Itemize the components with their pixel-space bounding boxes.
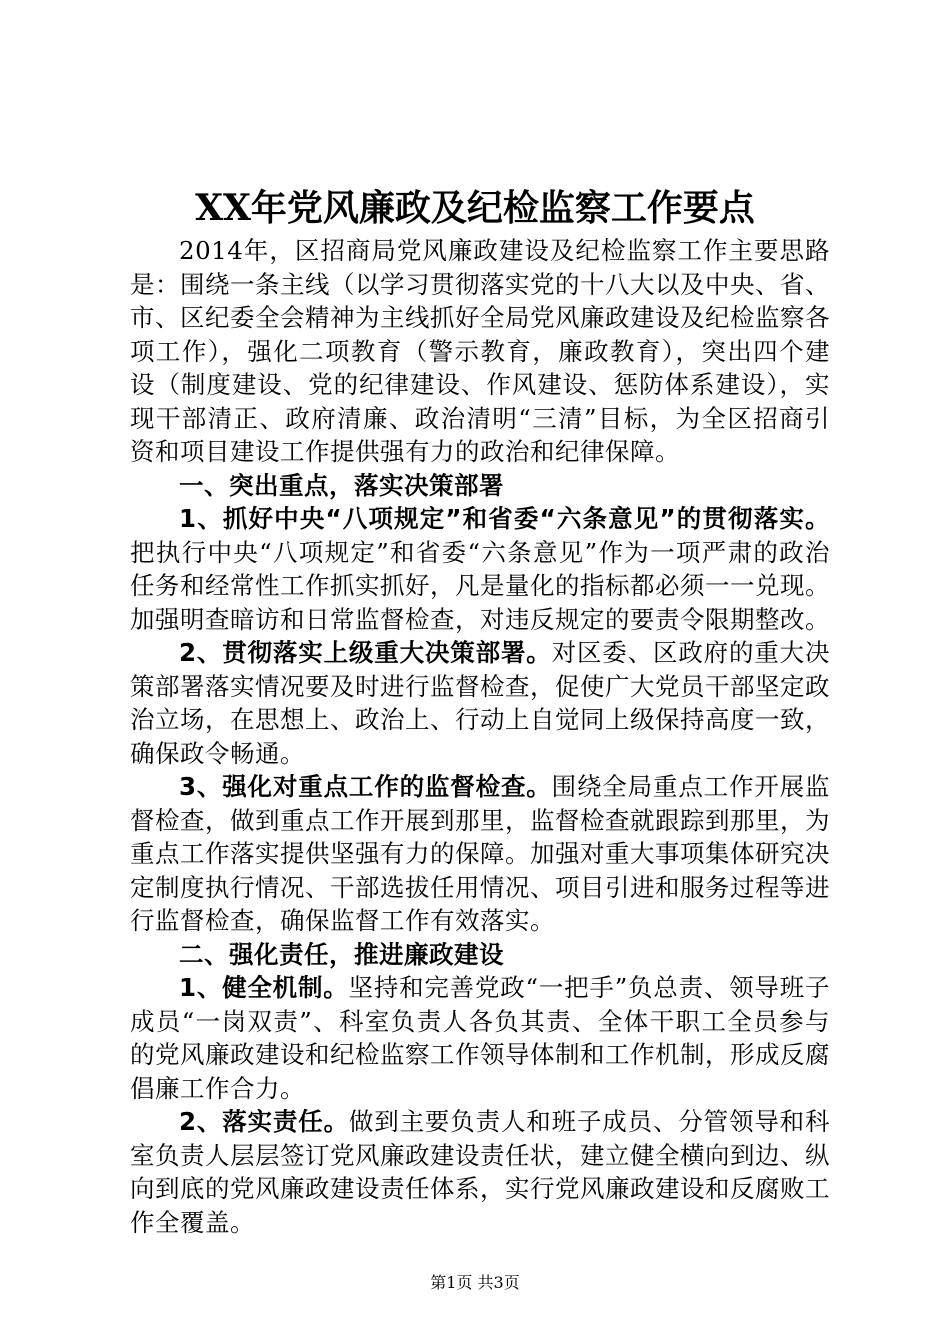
item-text: 把执行中央“八项规定”和省委“六条意见”作为一项严肃的政治任务和经常性工作抓实抓好，凡是量化的指标都必须一一兑现。加强明查暗访和日常监督检查，对违反规定的要责令限期整改。 — [130, 537, 830, 634]
intro-paragraph: 2014年，区招商局党风廉政建设及纪检监察工作主要思路是：围绕一条主线（以学习贯彻落实党的十八大以及中央、省、市、区纪委全会精神为主线抓好全局党风廉政建设及纪检监察各项工作），强化二项教育（警示教育，廉政教育），突出四个建设（制度建设、党的纪律建设、作风建设、惩防体系建设），实现干部清正、政府清廉、政治清明“三清”目标，为全区招商引资和项目建设工作提供强有力的政治和纪律保障。 — [130, 236, 830, 466]
document-body — [130, 234, 830, 1239]
item-lead: 1、抓好中央“八项规定”和省委“六条意见”的贯彻落实。 — [179, 504, 830, 533]
section-heading-1: 一、突出重点，落实决策部署 — [179, 470, 504, 500]
item-lead: 2、贯彻落实上级重大决策部署。 — [179, 638, 552, 667]
item-text: 做到主要负责人和班子成员、分管领导和科室负责人层层签订党风廉政建设责任状，建立健全横向到边、纵向到底的党风廉政建设责任体系，实行党风廉政建设和反腐败工作全覆盖。 — [130, 1107, 831, 1237]
item-text: 围绕全局重点工作开展监督检查，做到重点工作开展到那里，监督检查就跟踪到那里，为重点工作落实提供坚强有力的保障。加强对重大事项集体研究决定制度执行情况、干部选拔任用情况、项目引进和服务过程等进行监督检查，确保监督工作有效落实。 — [130, 772, 831, 935]
section2-item-1 — [130, 971, 830, 1105]
item-lead: 2、落实责任。 — [179, 1107, 349, 1136]
item-lead: 1、健全机制。 — [179, 973, 349, 1002]
section1-item-3 — [130, 770, 830, 938]
section1-item-1 — [130, 502, 830, 636]
item-text: 对区委、区政府的重大决策部署落实情况要及时进行监督检查，促使广大党员干部坚定政治立场，在思想上、政治上、行动上自觉同上级保持高度一致，确保政令畅通。 — [130, 638, 831, 768]
page-footer: 第1页 共3页 — [430, 1273, 520, 1292]
item-lead: 3、强化对重点工作的监督检查。 — [179, 772, 552, 801]
document-title: XX年党风廉政及纪检监察工作要点 — [195, 187, 755, 229]
item-text: 坚持和完善党政“一把手”负总责、领导班子成员“一岗双责”、科室负责人各负其责、全体干职工全员参与的党风廉政建设和纪检监察工作领导体制和工作机制，形成反腐倡廉工作合力。 — [130, 973, 830, 1103]
section-heading-2: 二、强化责任，推进廉政建设 — [179, 939, 504, 969]
section2-item-2 — [130, 1105, 830, 1239]
section1-item-2 — [130, 636, 830, 770]
